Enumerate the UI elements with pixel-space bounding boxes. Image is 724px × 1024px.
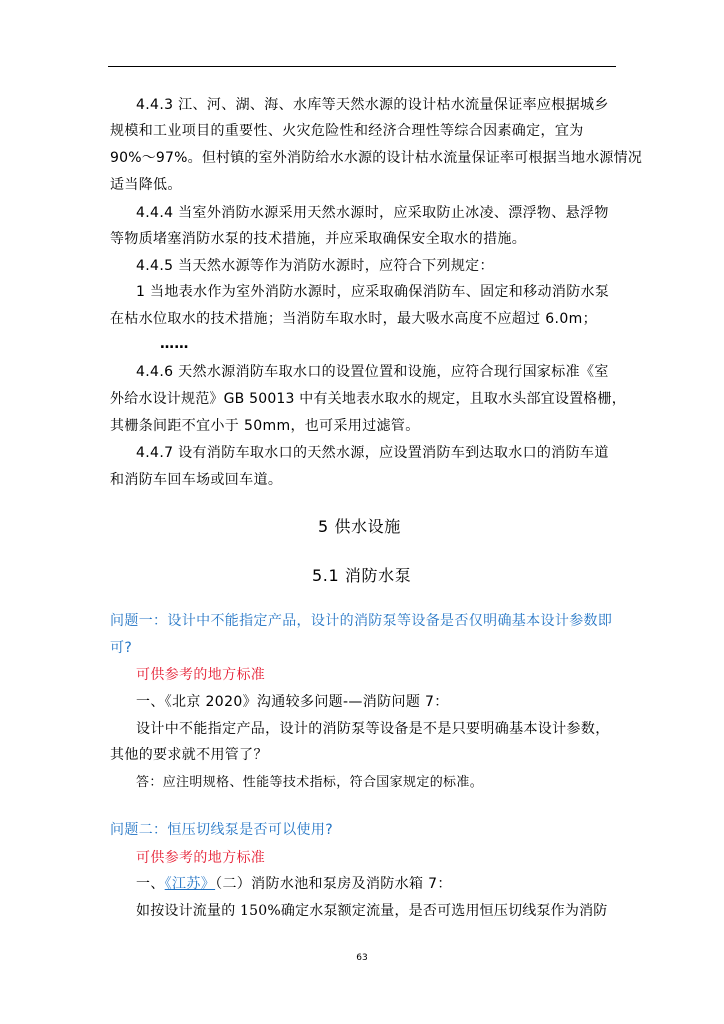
p445-line1: 4.4.5 当天然水源等作为消防水源时，应符合下列规定： [136, 258, 494, 274]
q2-title: 问题二：恒压切线泵是否可以使用? [110, 822, 334, 838]
p444-line1: 4.4.4 当室外消防水源采用天然水源时，应采取防止冰凌、漂浮物、悬浮物 [136, 205, 609, 221]
section-title: 5.1 消防水泵 [312, 566, 412, 585]
p446-line3: 其栅条间距不宜小于 50mm，也可采用过滤管。 [110, 418, 420, 434]
jiangsu-link[interactable]: 《江苏》 [164, 876, 216, 892]
chapter-title: 5 供水设施 [318, 517, 401, 536]
q1-answer: 答：应注明规格、性能等技术指标，符合国家规定的标准。 [136, 775, 484, 790]
q1-title-line1: 问题一：设计中不能指定产品，设计的消防泵等设备是否仅明确基本设计参数即 [110, 613, 613, 629]
q2-reference-label: 可供参考的地方标准 [136, 850, 266, 866]
p445-ellipsis: …… [160, 336, 189, 352]
p446-line2: 外给水设计规范》GB 50013 中有关地表水取水的规定，且取水头部宜设置格栅， [110, 391, 626, 407]
q2-question-line1: 如按设计流量的 150%确定水泵额定流量，是否可选用恒压切线泵作为消防 [136, 903, 608, 919]
p447-line1: 4.4.7 设有消防车取水口的天然水源，应设置消防车到达取水口的消防车道 [136, 445, 609, 461]
p445-item1-line2: 在枯水位取水的技术措施；当消防车取水时，最大吸水高度不应超过 6.0m； [110, 311, 597, 327]
q1-title-line2: 可? [110, 640, 133, 656]
q2-source-prefix: 一、 [136, 876, 165, 892]
p443-line2: 规模和工业项目的重要性、火灾危险性和经济合理性等综合因素确定，宜为 [110, 123, 584, 139]
p443-line4: 适当降低。 [110, 177, 182, 193]
q2-source-suffix: （二）消防水池和泵房及消防水箱 7： [215, 876, 452, 892]
q1-source: 一、《北京 2020》沟通较多问题-—消防问题 7： [136, 694, 449, 710]
page-number: 63 [356, 953, 368, 963]
p444-line2: 等物质堵塞消防水泵的技术措施，并应采取确保安全取水的措施。 [110, 231, 527, 247]
header-rule [108, 66, 616, 67]
q1-reference-label: 可供参考的地方标准 [136, 667, 266, 683]
q1-question-line1: 设计中不能指定产品，设计的消防泵等设备是不是只要明确基本设计参数， [136, 721, 610, 737]
p446-line1: 4.4.6 天然水源消防车取水口的设置位置和设施，应符合现行国家标准《室 [136, 364, 609, 380]
p443-line3: 90%～97%。但村镇的室外消防给水水源的设计枯水流量保证率可根据当地水源情况 [110, 150, 643, 166]
p443-line1: 4.4.3 江、河、湖、海、水库等天然水源的设计枯水流量保证率应根据城乡 [136, 97, 609, 113]
q1-question-line2: 其他的要求就不用管了？ [110, 747, 268, 763]
p445-item1-line1: 1 当地表水作为室外消防水源时，应采取确保消防车、固定和移动消防水泵 [136, 284, 610, 300]
q2-source [136, 874, 452, 894]
p447-line2: 和消防车回车场或回车道。 [110, 472, 283, 488]
